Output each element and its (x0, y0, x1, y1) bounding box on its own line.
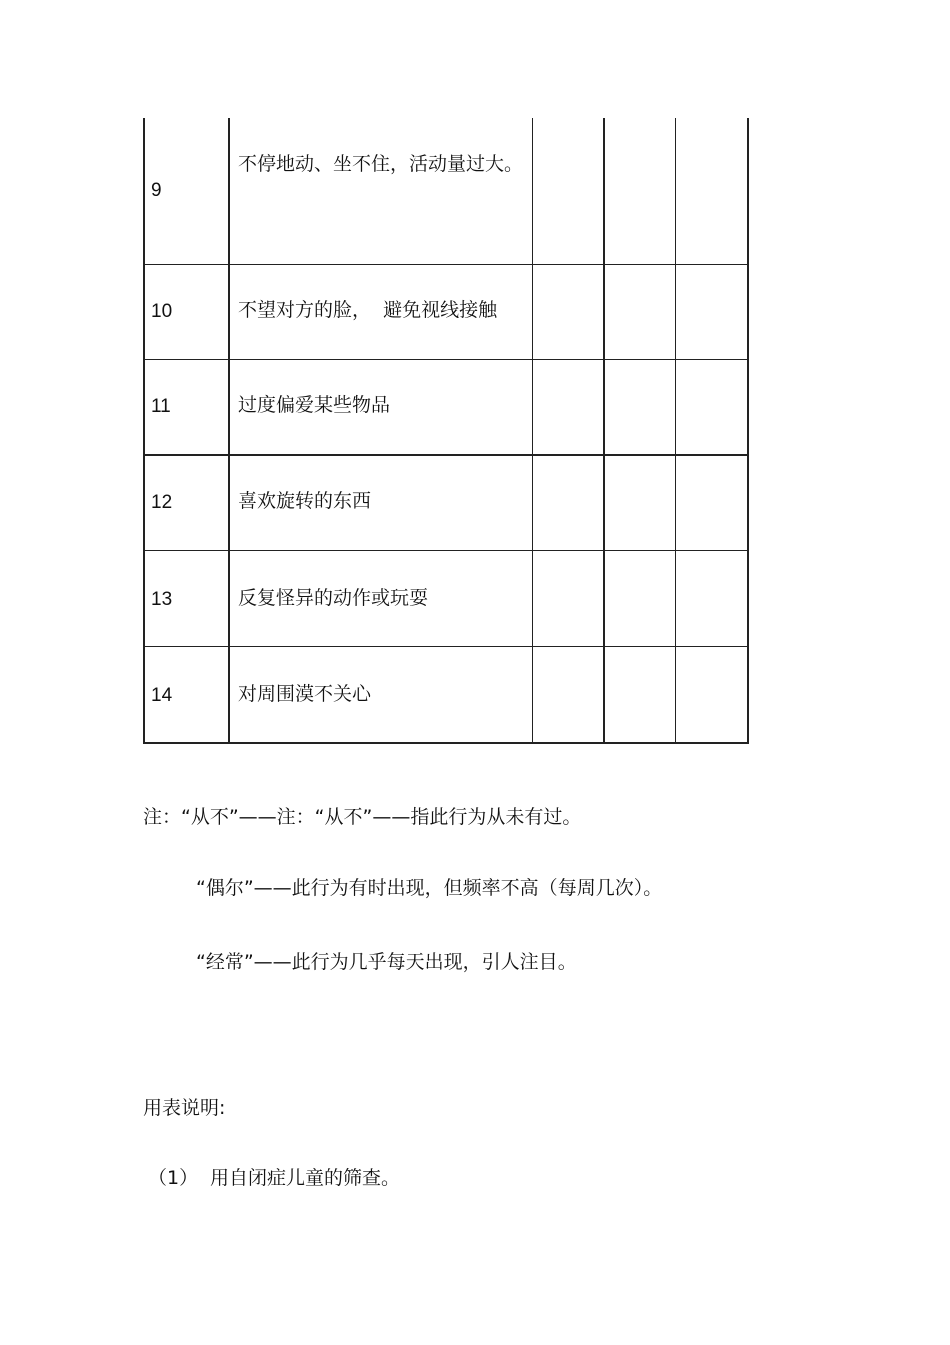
note-occasionally: “偶尔”——此行为有时出现，但频率不高（每周几次）。 (196, 877, 663, 899)
usage-item-text: 用自闭症儿童的筛查。 (210, 1167, 401, 1189)
row-behavior-text: 过度偏爱某些物品 (238, 394, 391, 416)
row-number: 14 (151, 685, 173, 706)
table-row (143, 456, 749, 550)
row-number: 11 (151, 396, 171, 417)
behavior-table (143, 118, 749, 744)
table-row (143, 265, 749, 359)
usage-title: 用表说明: (143, 1097, 226, 1119)
note-often: “经常”——此行为几乎每天出现，引人注目。 (196, 951, 577, 973)
usage-item (148, 1166, 400, 1190)
table-row (143, 551, 749, 646)
row-number: 10 (151, 301, 173, 322)
row-behavior-text: 对周围漠不关心 (238, 683, 372, 705)
row-behavior-text: 不停地动、坐不住，活动量过大。 (238, 153, 524, 175)
table-row (143, 360, 749, 454)
row-behavior-text: 反复怪异的动作或玩耍 (238, 587, 429, 609)
row-behavior-text: 喜欢旋转的东西 (238, 490, 372, 512)
row-number: 13 (151, 589, 173, 610)
note-never: 注：“从不”——注：“从不”——指此行为从未有过。 (143, 806, 582, 828)
table-border-bottom (143, 742, 749, 744)
row-behavior-text: 不望对方的脸， 避免视线接触 (238, 299, 498, 321)
row-number: 12 (151, 492, 173, 513)
table-row (143, 647, 749, 742)
usage-item-index: （1） (148, 1167, 199, 1189)
row-number: 9 (151, 180, 162, 201)
table-row (143, 118, 749, 264)
